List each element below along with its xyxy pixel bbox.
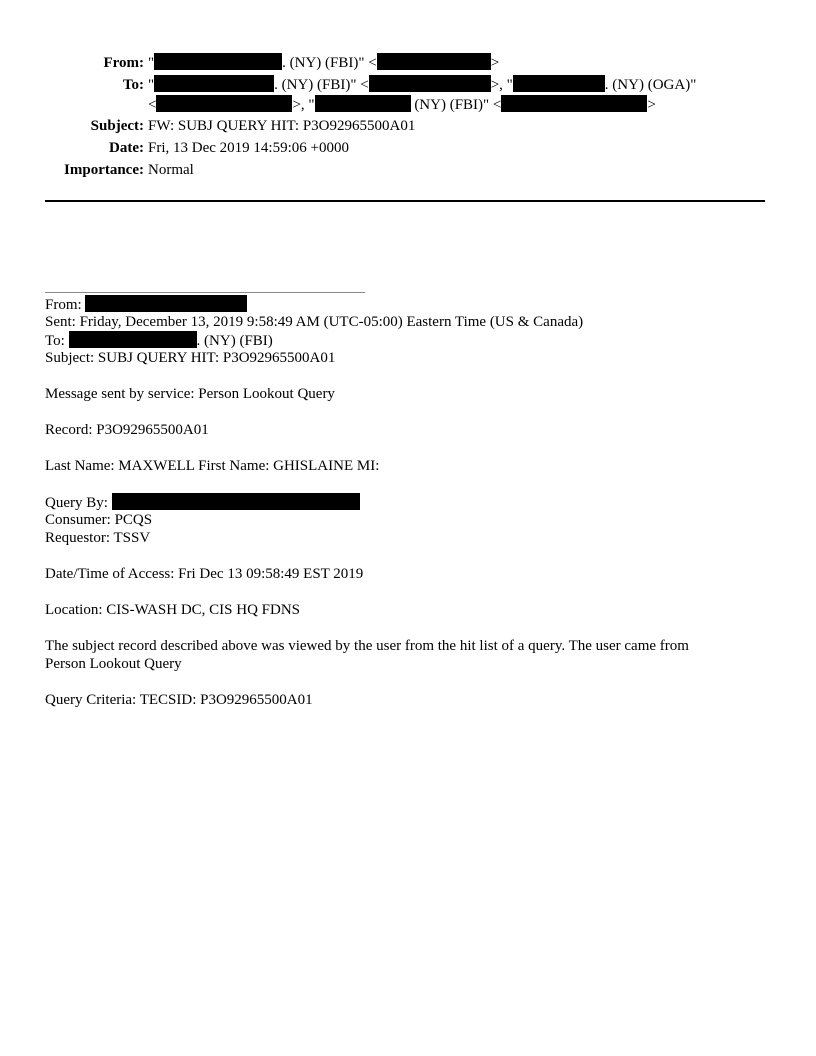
redaction-block: [501, 95, 647, 112]
to-value-continued: < >, " (NY) (FBI)" < >: [148, 97, 656, 113]
header-to-row: [0, 74, 816, 96]
header-divider: [45, 200, 765, 202]
body-to-line: To: . (NY) (FBI): [45, 333, 273, 349]
body-paragraph-line-2: Person Lookout Query: [45, 656, 182, 672]
body-requestor-line: Requestor: TSSV: [45, 530, 151, 546]
body-datetime-line: Date/Time of Access: Fri Dec 13 09:58:49 EST 2019: [45, 566, 364, 582]
body-service-line: Message sent by service: Person Lookout Query: [45, 386, 335, 402]
header-from-row: [0, 52, 816, 74]
redaction-block: [315, 95, 411, 112]
importance-label: Importance:: [64, 162, 144, 178]
redaction-block: [377, 53, 491, 70]
redaction-block: [69, 331, 197, 348]
body-location-line: Location: CIS-WASH DC, CIS HQ FDNS: [45, 602, 301, 618]
redaction-block: [154, 75, 274, 92]
body-consumer-line: Consumer: PCQS: [45, 512, 153, 528]
body-name-line: Last Name: MAXWELL First Name: GHISLAINE MI:: [45, 458, 380, 474]
redaction-block: [112, 493, 360, 510]
body-paragraph-line-1: The subject record described above was viewed by the user from the hit list of a query. The user came from: [45, 638, 689, 654]
redaction-block: [156, 95, 292, 112]
body-query-by-line: Query By:: [45, 493, 360, 511]
header-to-row-continued: [0, 94, 816, 116]
header-subject-row: [0, 115, 816, 137]
redaction-block: [513, 75, 605, 92]
date-label: Date:: [109, 140, 144, 156]
subject-label: Subject:: [90, 118, 144, 134]
body-subject-line: Subject: SUBJ QUERY HIT: P3O92965500A01: [45, 350, 336, 366]
date-value: Fri, 13 Dec 2019 14:59:06 +0000: [148, 140, 349, 156]
redaction-block: [369, 75, 491, 92]
redaction-block: [85, 295, 247, 312]
header-importance-row: [0, 159, 816, 181]
body-criteria-line: Query Criteria: TECSID: P3O92965500A01: [45, 692, 313, 708]
from-value: " . (NY) (FBI)" < >: [148, 55, 500, 71]
to-value: " . (NY) (FBI)" < >, " . (NY) (OGA)": [148, 77, 697, 93]
subject-value: FW: SUBJ QUERY HIT: P3O92965500A01: [148, 118, 416, 134]
redaction-block: [154, 53, 282, 70]
importance-value: Normal: [148, 162, 194, 178]
body-record-line: Record: P3O92965500A01: [45, 422, 209, 438]
body-from-line: From:: [45, 295, 247, 313]
to-label: To:: [122, 77, 144, 93]
header-date-row: [0, 137, 816, 159]
forward-separator: [45, 292, 365, 293]
from-label: From:: [103, 55, 144, 71]
body-sent-line: Sent: Friday, December 13, 2019 9:58:49 AM (UTC-05:00) Eastern Time (US & Canada): [45, 314, 584, 330]
